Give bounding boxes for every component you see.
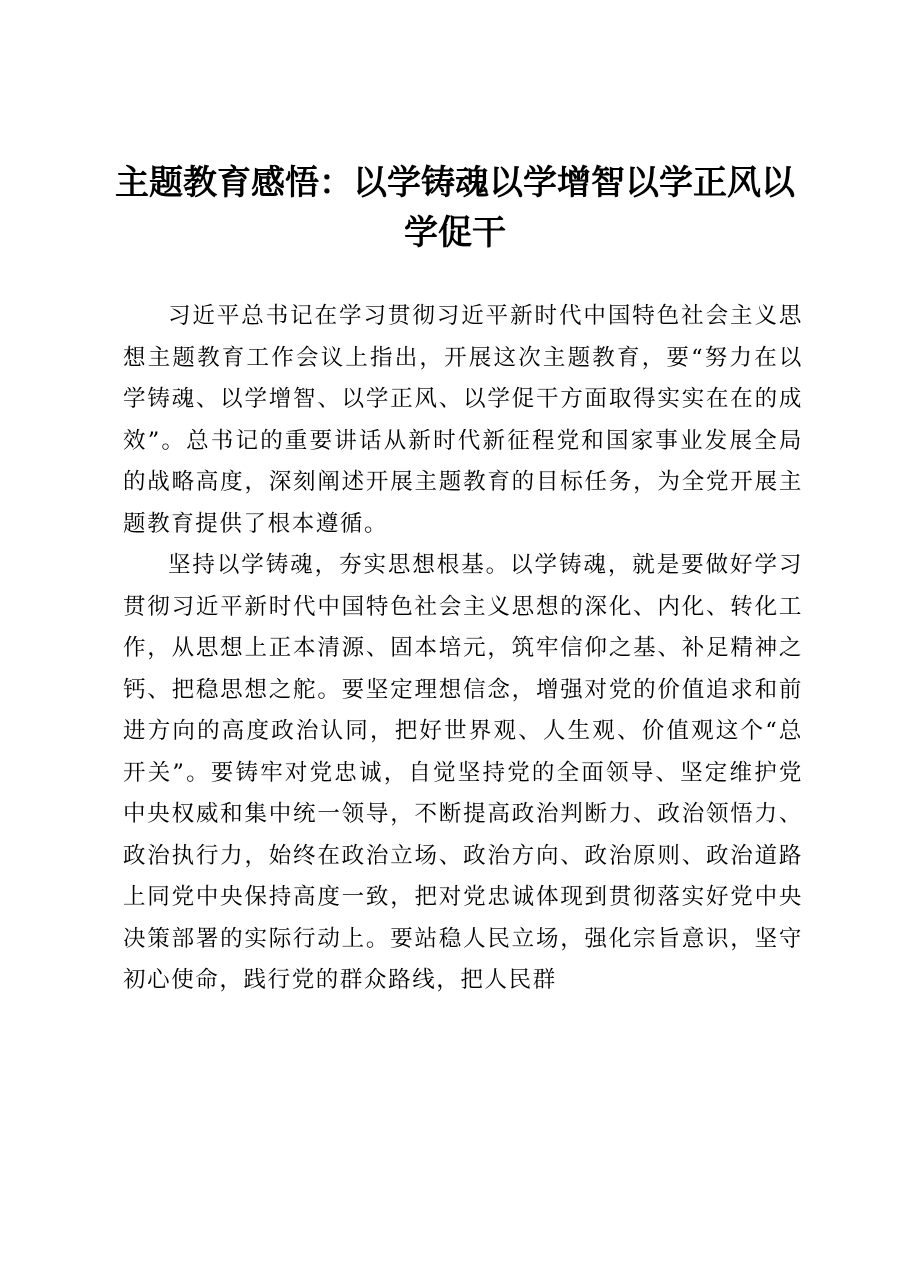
document-title: 主题教育感悟：以学铸魂以学增智以学正风以学促干 [115, 163, 795, 253]
paragraph-soul: 坚持以学铸魂，夯实思想根基。以学铸魂，就是要做好学习贯彻习近平新时代中国特色社会主义思想的深化、内化、转化工作，从思想上正本清源、固本培元，筑牢信仰之基、补足精神之钙、把稳思想之舵。要坚定理想信念，增强对党的价值追求和前进方向的高度政治认同，把好世界观、人生观、价值观这个“总开关”。要铸牢对党忠诚，自觉坚持党的全面领导、坚定维护党中央权威和集中统一领导，不断提高政治判断力、政治领悟力、政治执行力，始终在政治立场、政治方向、政治原则、政治道路上同党中央保持高度一致，把对党忠诚体现到贯彻落实好党中央决策部署的实际行动上。要站稳人民立场，强化宗旨意识，坚守初心使命，践行党的群众路线，把人民群 [123, 552, 803, 993]
document-body [123, 296, 803, 1002]
paragraph-intro: 习近平总书记在学习贯彻习近平新时代中国特色社会主义思想主题教育工作会议上指出，开展这次主题教育，要“努力在以学铸魂、以学增智、以学正风、以学促干方面取得实实在在的成效”。总书记的重要讲话从新时代新征程党和国家事业发展全局的战略高度，深刻阐述开展主题教育的目标任务，为全党开展主题教育提供了根本遵循。 [123, 303, 803, 537]
